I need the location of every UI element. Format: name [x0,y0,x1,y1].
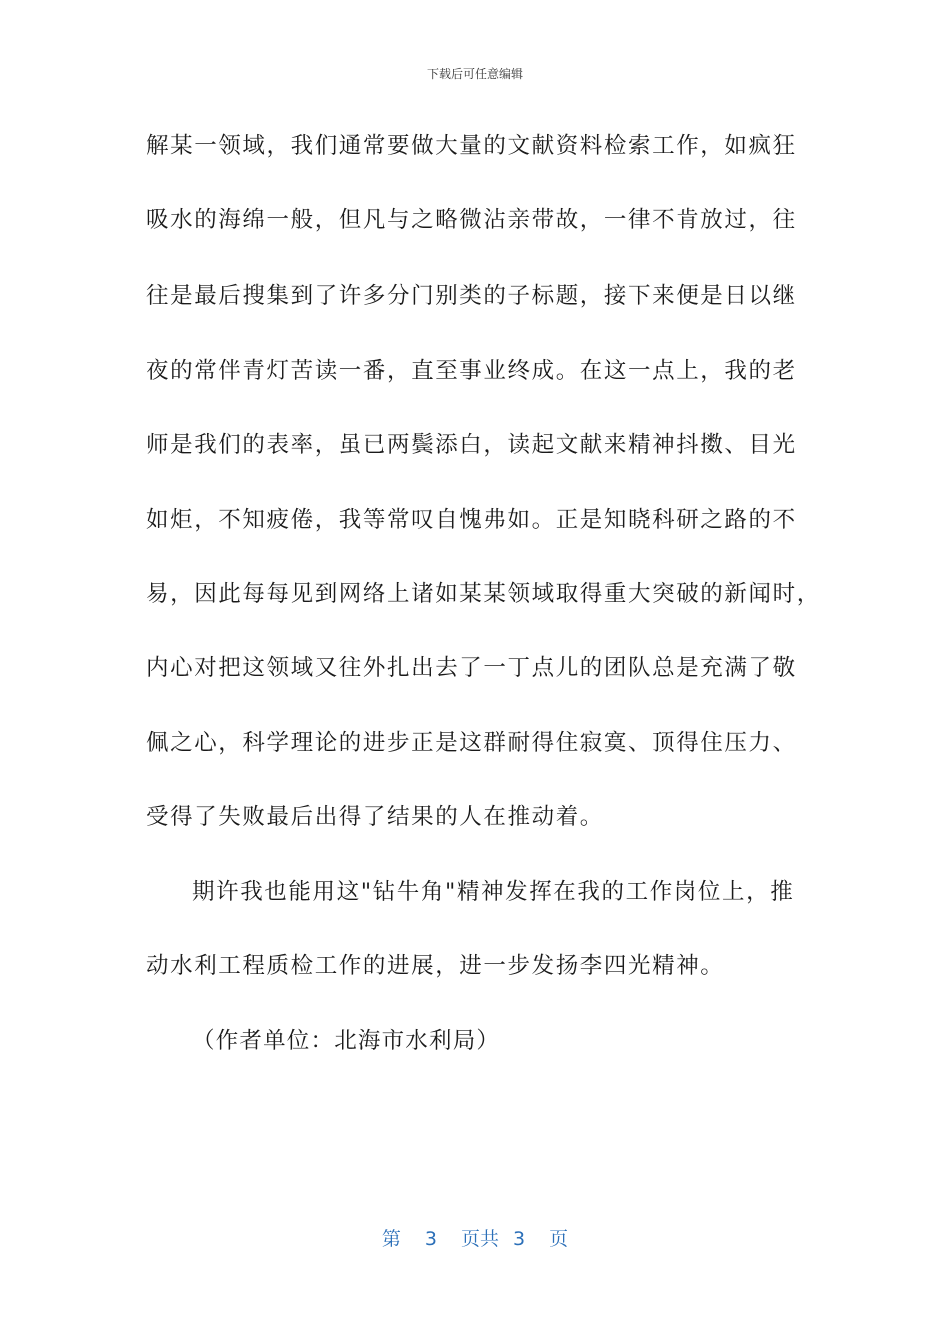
paragraph-line: 往是最后搜集到了许多分门别类的子标题，接下来便是日以继 [146,283,797,309]
paragraph-line: 吸水的海绵一般，但凡与之略微沾亲带故，一律不肯放过，往 [146,207,797,233]
paragraph-line: 师是我们的表率，虽已两鬓添白，读起文献来精神抖擞、目光 [146,432,797,458]
author-affiliation: （作者单位：北海市水利局） [192,1028,501,1054]
closing-paragraph-line: 期许我也能用这"钻牛角"精神发挥在我的工作岗位上，推 [192,879,795,905]
paragraph-line: 如炬，不知疲倦，我等常叹自愧弗如。正是知晓科研之路的不 [146,507,797,533]
paragraph-line: 佩之心，科学理论的进步正是这群耐得住寂寞、顶得住压力、 [146,730,797,756]
paragraph-line: 受得了失败最后出得了结果的人在推动着。 [146,804,604,830]
page-footer [0,1226,950,1252]
total-page-number: 3 [513,1228,526,1250]
paragraph-line: 解某一领域，我们通常要做大量的文献资料检索工作，如疯狂 [146,133,797,159]
page-header-note: 下载后可任意编辑 [426,67,523,81]
footer-middle: 页共 [460,1228,499,1250]
closing-paragraph-line: 动水利工程质检工作的进展，进一步发扬李四光精神。 [146,953,725,979]
paragraph-line: 易，因此每每见到网络上诸如某某领域取得重大突破的新闻时， [146,581,821,607]
footer-prefix: 第 [381,1228,401,1250]
paragraph-line: 内心对把这领域又往外扎出去了一丁点儿的团队总是充满了敬 [146,655,797,681]
current-page-number: 3 [424,1228,437,1250]
paragraph-line: 夜的常伴青灯苦读一番，直至事业终成。在这一点上，我的老 [146,358,797,384]
footer-suffix: 页 [549,1228,569,1250]
